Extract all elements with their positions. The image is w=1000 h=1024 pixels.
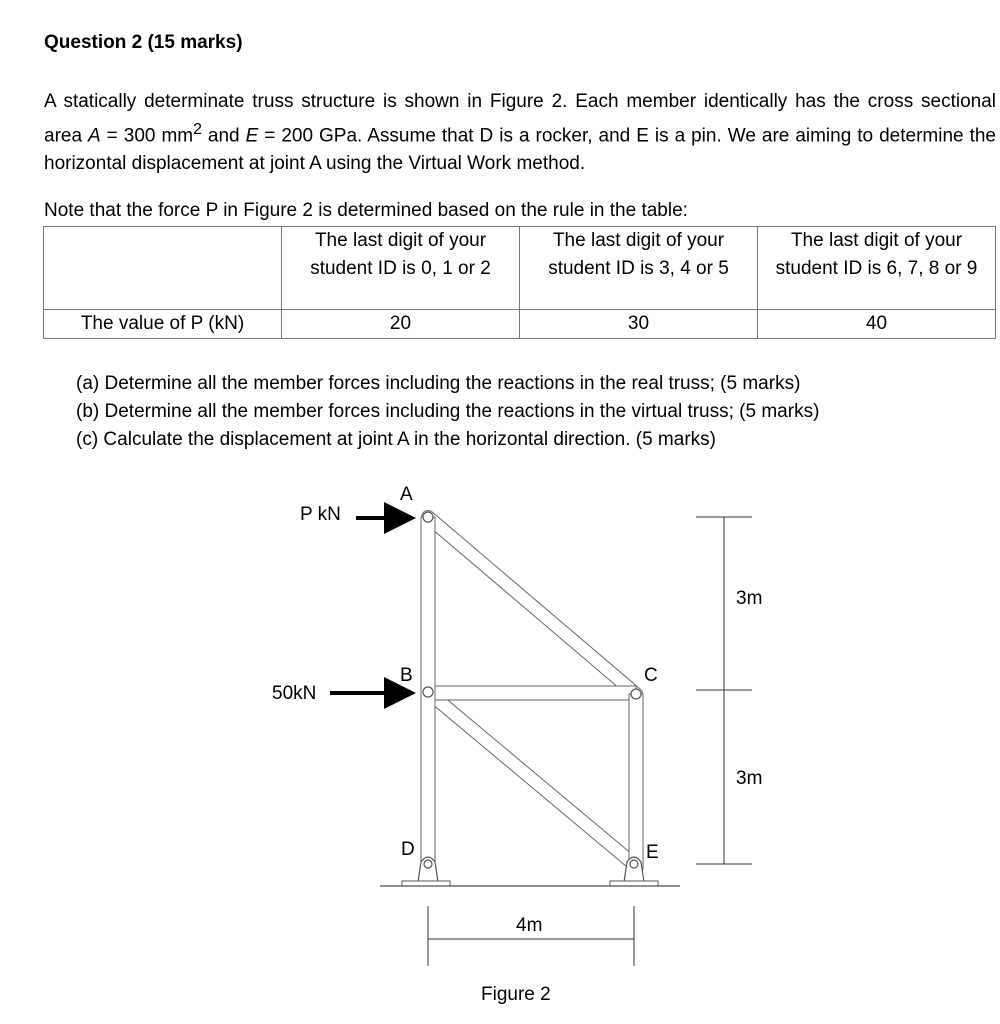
member-bc xyxy=(428,686,636,700)
question-parts xyxy=(76,370,819,454)
member-ce xyxy=(629,694,643,869)
dim-lower-label: 3m xyxy=(736,768,763,789)
intro-text: A statically determinate truss structure is shown in Figure 2. Each member identically has the cross sectional area xyxy=(44,91,996,147)
table-note: Note that the force P in Figure 2 is determined based on the rule in the table: xyxy=(44,200,688,221)
figure-caption: Figure 2 xyxy=(481,984,551,1005)
vertical-dimension xyxy=(696,517,752,864)
member-ac xyxy=(428,517,636,694)
member-be xyxy=(428,692,636,866)
joint-a-label: A xyxy=(400,484,413,505)
joint-d-label: D xyxy=(401,839,415,860)
table-header-digits-345: The last digit of your student ID is 3, 4 or 5 xyxy=(520,227,758,310)
part-c: (c) Calculate the displacement at joint A in the horizontal direction. (5 marks) xyxy=(76,429,716,450)
table-row-label: The value of P (kN) xyxy=(44,310,282,339)
question-intro xyxy=(44,88,996,178)
joint-c-pin xyxy=(631,689,641,699)
table-header-digits-012: The last digit of your student ID is 0, 1 or 2 xyxy=(282,227,520,310)
and-word: and xyxy=(201,125,246,147)
part-a: (a) Determine all the member forces including the reactions in the real truss; (5 marks) xyxy=(76,373,801,394)
p-value-table xyxy=(43,226,996,339)
joint-c-label: C xyxy=(644,665,658,686)
table-header-row xyxy=(44,227,996,310)
joint-a-pin xyxy=(423,512,433,522)
joint-b-pin xyxy=(423,687,433,697)
truss-figure xyxy=(0,460,1000,1024)
table-value-30: 30 xyxy=(520,310,758,339)
modulus-value: = 200 GPa. Assume that D is a rocker, and E is a pin. We are aiming to determine the horizontal displacement at joint A using the Virtual Work method. xyxy=(44,125,996,175)
joint-e-label: E xyxy=(646,842,659,863)
modulus-symbol: E xyxy=(245,125,259,147)
joint-b-label: B xyxy=(400,665,413,686)
table-header-corner xyxy=(44,227,282,310)
dim-width-label: 4m xyxy=(516,915,543,936)
load-p-label: P kN xyxy=(300,504,341,525)
part-b: (b) Determine all the member forces including the reactions in the virtual truss; (5 marks) xyxy=(76,401,820,422)
table-value-row xyxy=(44,310,996,339)
dim-upper-label: 3m xyxy=(736,588,763,609)
table-value-20: 20 xyxy=(282,310,520,339)
load-50kn-label: 50kN xyxy=(272,683,317,704)
table-value-40: 40 xyxy=(758,310,996,339)
area-exponent: 2 xyxy=(193,121,202,138)
question-title: Question 2 (15 marks) xyxy=(44,32,243,53)
table-header-digits-6789: The last digit of your student ID is 6, 7, 8 or 9 xyxy=(758,227,996,310)
area-symbol: A xyxy=(88,125,101,147)
support-d-rocker xyxy=(402,857,450,886)
area-value: = 300 mm xyxy=(100,125,194,147)
